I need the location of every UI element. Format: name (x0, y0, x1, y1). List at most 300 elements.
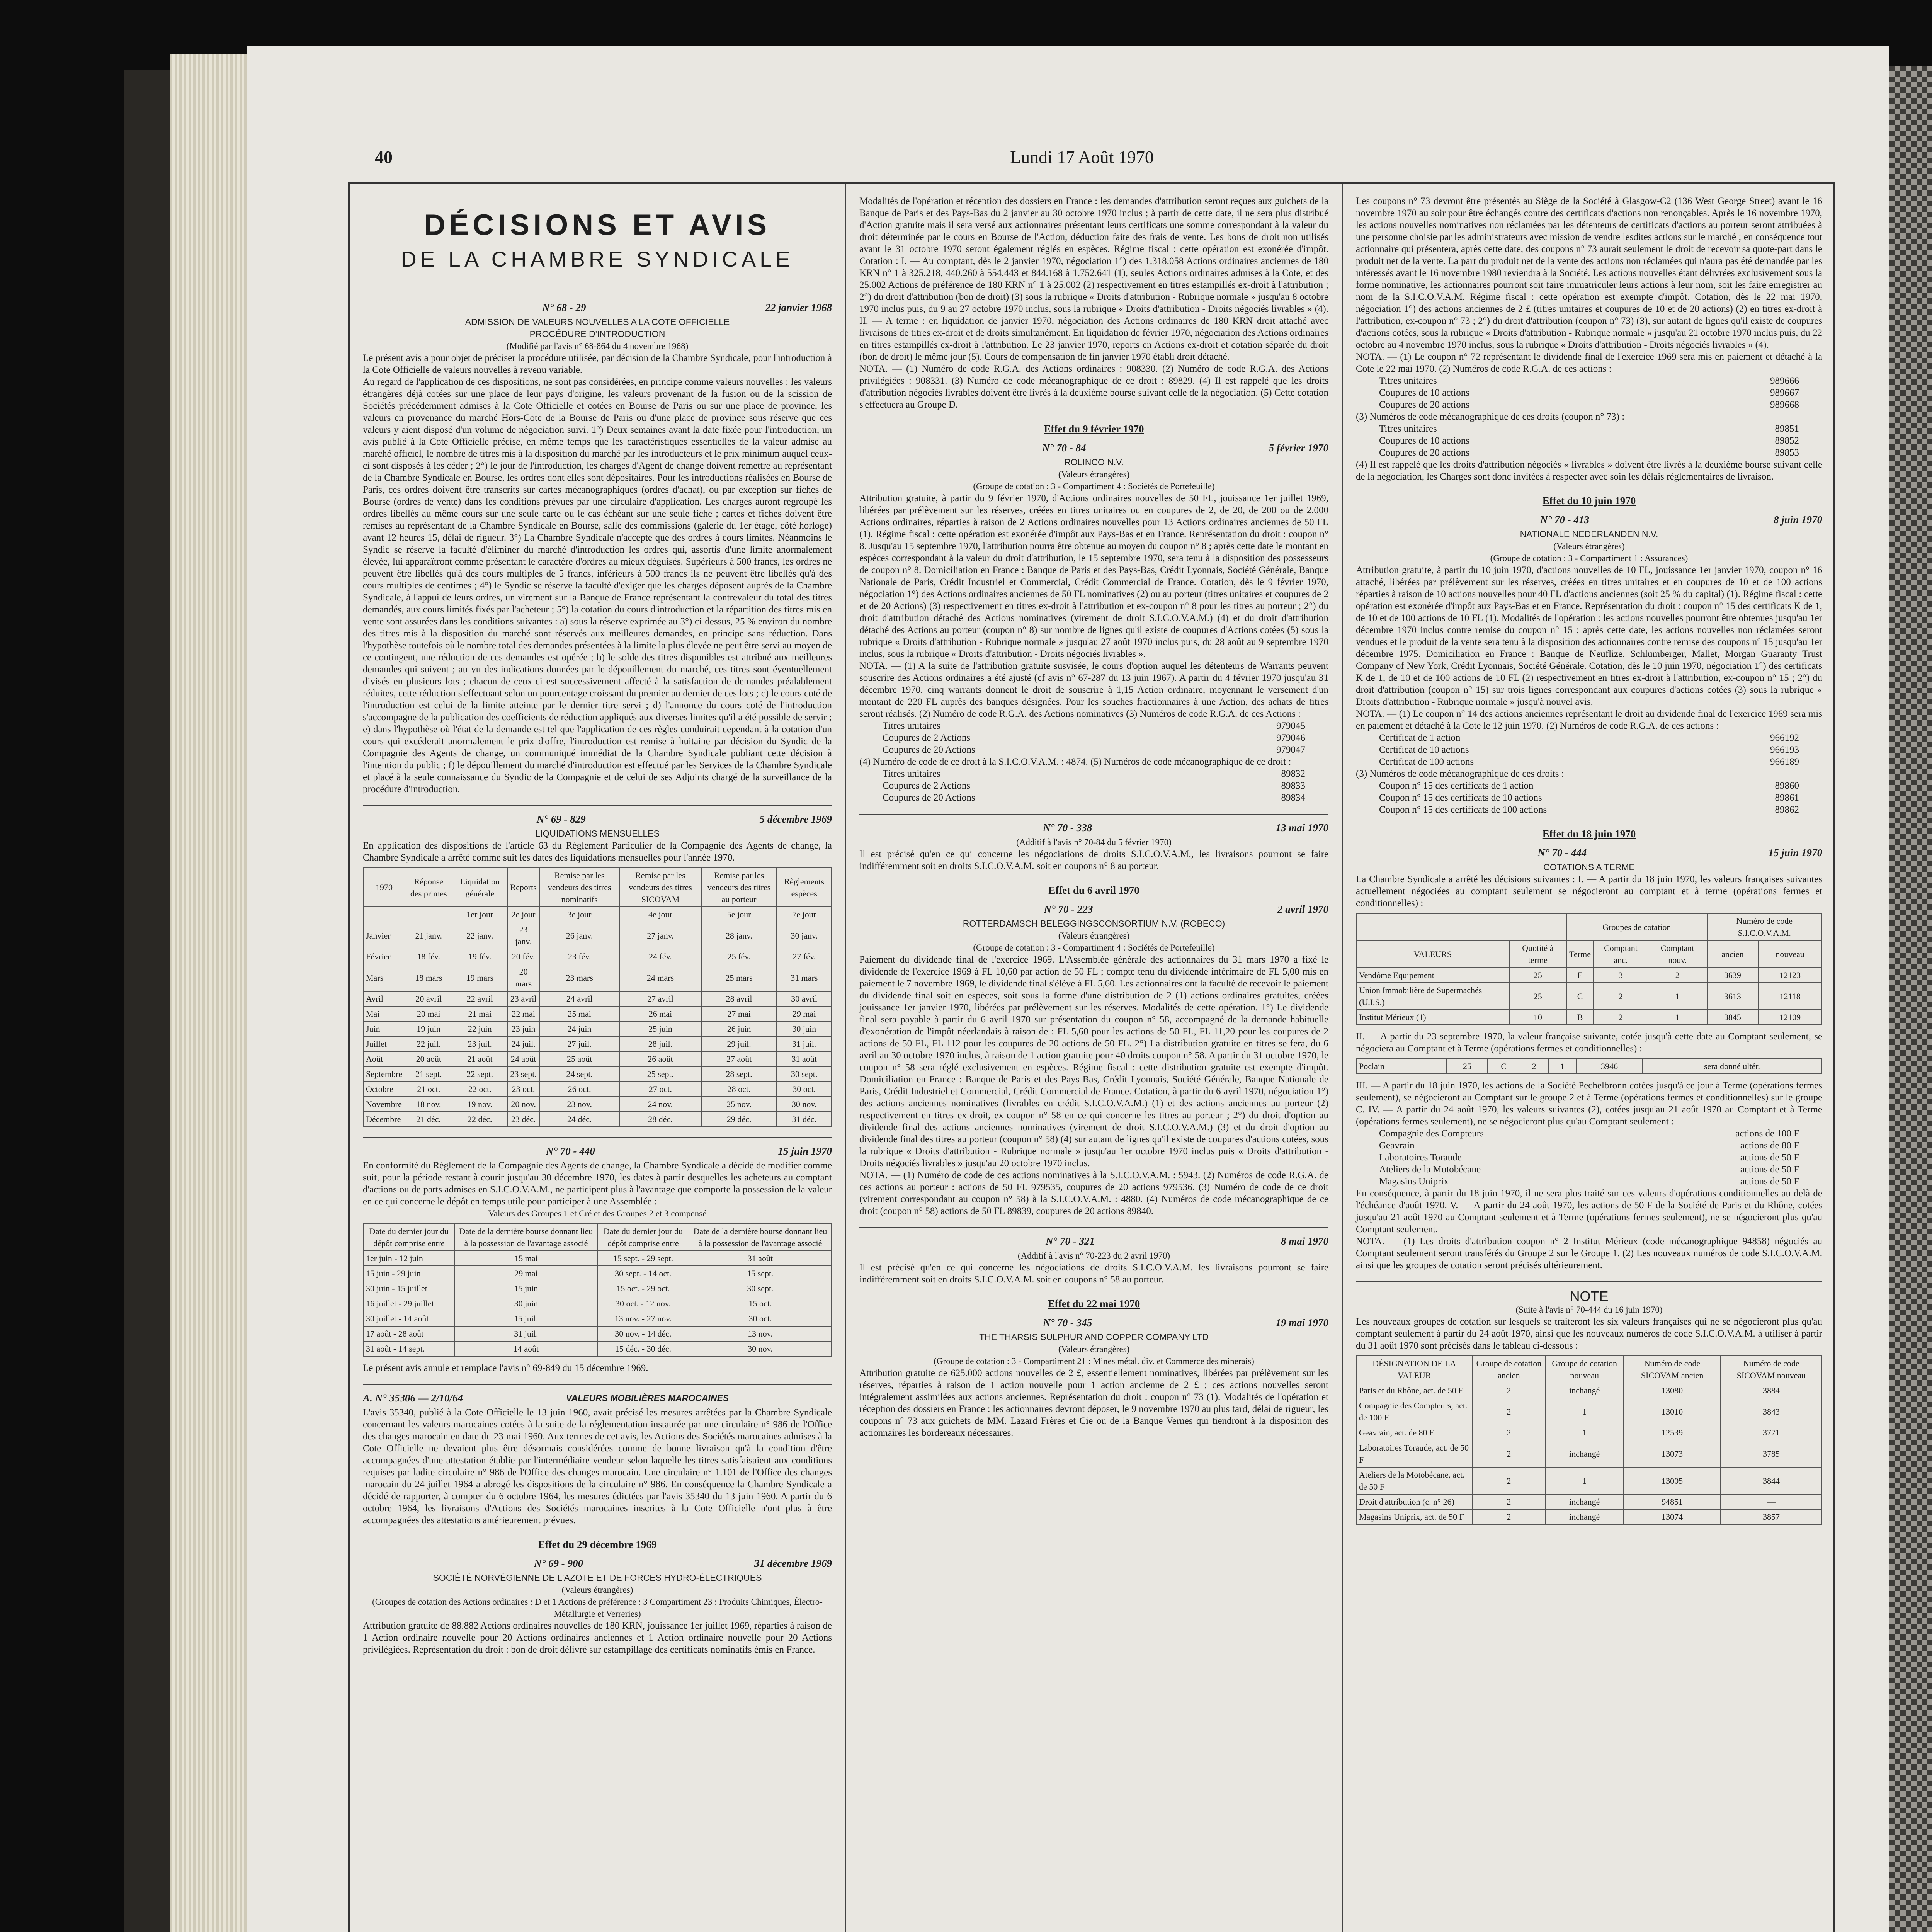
table-cell: B (1566, 1010, 1594, 1025)
column-header: Terme (1566, 940, 1594, 968)
banner-title: DÉCISIONS ET AVIS (424, 209, 771, 242)
note-body: Les nouveaux groupes de cotation sur lesquels se traiteront les six valeurs françaises qui ne se négocieront plus qu'au comptant seulement à partir du 24 août 1970, ainsi que les nouveaux numéros de code S.I.C.O.V.A.M. à utiliser à partir du 31 août 1970 sont précisés dans le tableau ci-dessous : (1356, 1316, 1822, 1351)
table-cell: 30 juin (455, 1296, 597, 1311)
table-cell: 12123 (1758, 968, 1822, 983)
code-value: 989667 (1770, 388, 1799, 398)
table-cell: 30 sept. (777, 1066, 832, 1082)
column-subheader (363, 907, 405, 922)
table-cell: C (1488, 1059, 1520, 1074)
table-cell: 1 (1648, 983, 1707, 1010)
marbled-cover-right (1889, 66, 1932, 1932)
table-cell: 30 juin - 15 juillet (363, 1281, 455, 1296)
page-number: 40 (375, 147, 393, 167)
decision-intro: Le présent avis a pour objet de préciser la procédure utilisée, par décision de la Chambre Syndicale, pour l'introduction à la Cote Officielle de valeurs nouvelles à revenu variable. (363, 353, 832, 375)
table-cell: 25 (1509, 968, 1567, 983)
code-label: Compagnie des Compteurs (1379, 1128, 1484, 1139)
table-row (363, 1112, 832, 1127)
value-category: (Valeurs étrangères) (561, 1585, 633, 1595)
table-cell: 23 déc. (507, 1112, 539, 1127)
table-cell: 3884 (1721, 1383, 1822, 1398)
table-cell: 94851 (1624, 1494, 1721, 1509)
table-cell: 27 avril (619, 991, 701, 1006)
effective-date-heading: Effet du 29 décembre 1969 (538, 1539, 657, 1550)
table-cell: Geavrain, act. de 80 F (1356, 1425, 1473, 1440)
table-row (363, 1036, 832, 1051)
code-entry (1356, 756, 1822, 768)
table-cell: Septembre (363, 1066, 405, 1082)
table-cell: 15 juin (455, 1281, 597, 1296)
table-cell: 27 juil. (539, 1036, 619, 1051)
table-cell: 15 juin - 29 juin (363, 1266, 455, 1281)
code-label: Certificat de 100 actions (1379, 757, 1474, 767)
nota: (3) Numéros de code mécanographique de ces droits : (1356, 769, 1564, 779)
table-cell: 3613 (1707, 983, 1759, 1010)
decision-header (363, 1392, 832, 1404)
quotation-group: (Groupe de cotation : 3 - Compartiment 4 : Sociétés de Portefeuille) (973, 943, 1215, 952)
table-cell: 19 nov. (452, 1097, 507, 1112)
company-name: ROTTERDAMSCH BELEGGINGSCONSORTIUM N.V. (ROBECO) (963, 918, 1225, 929)
column-header: Remise par les vendeurs des titres nominatifs (539, 868, 619, 907)
code-entry (1356, 792, 1822, 804)
table-cell: 25 juin (619, 1021, 701, 1036)
code-label: Coupures de 10 actions (1379, 435, 1469, 446)
table-cell: 1 (1548, 1059, 1577, 1074)
table-cell: 12118 (1758, 983, 1822, 1010)
code-value: actions de 50 F (1740, 1152, 1799, 1163)
table-cell: 26 oct. (539, 1082, 619, 1097)
company-name: NATIONALE NEDERLANDEN N.V. (1520, 529, 1658, 539)
table-cell: 30 oct. (689, 1311, 832, 1326)
decision-body: Attribution gratuite, à partir du 10 juin 1970, d'actions nouvelles de 10 FL, jouissance 1er janvier 1970, coupon n° 16 attaché, libérées par prélèvement sur les réserves, créées en titres unitaires et en coupures de 10 et de 100 actions réparties à raison de 10 actions nouvelles pour 40 FL d'actions anciennes (soit 25 % du capital) (1). Régime fiscal : cette opération est exonérée d'impôt aux Pays-Bas et en France. Représentation du droit : coupon n° 15 des certificats K de 1, de 10 et de 100 actions de 10 FL (1). Modalités de l'opération : les actions nouvelles pourront être obtenues jusqu'au 1er décembre 1970 inclus contre remise du coupon n° 15 ; après cette date, les actions nouvelles non réclamées seront vendues et le produit de la vente sera tenu à la disposition des actionnaires contre remise des coupons n° 15 jusqu'au 1er décembre 1975. Domiciliation en France : Banque de Neuflize, Schlumberger, Mallet, Morgan Guaranty Trust Company of New York, Crédit Lyonnais, Société Générale. Cotation, dès le 10 juin 1970, négociation 1°) des certificats K de 1, de 10 et de 100 actions de 10 FL (2) respectivement en titres ex-droit à l'attribution, ex-coupon n° 15 ; 2°) du droit d'attribution (coupon n° 15) sur trois lignes correspondant aux coupures d'actions cotées (3) sous la rubrique « Droits d'attribution - Rubrique normale » jusqu'à nouvel avis. (1356, 565, 1822, 707)
table-row (1356, 1467, 1822, 1494)
decision-header (859, 1317, 1328, 1329)
table-cell: Mai (363, 1006, 405, 1021)
table-row (363, 1311, 832, 1326)
table-cell: 20 mars (507, 964, 539, 991)
additif-note: (Additif à l'avis n° 70-223 du 2 avril 1970) (1017, 1251, 1170, 1260)
decision-header (1356, 847, 1822, 859)
table-row (1356, 1440, 1822, 1467)
decision-body: II. — A partir du 23 septembre 1970, la valeur française suivante, cotée jusqu'à cette date au Comptant seulement, se négociera au Comptant et à Terme (opérations fermes et conditionnelles) : (1356, 1031, 1822, 1054)
code-value: 989668 (1770, 400, 1799, 410)
issue-date: Lundi 17 Août 1970 (1010, 147, 1154, 167)
code-label: Geavrain (1379, 1140, 1415, 1151)
code-value: 89853 (1775, 447, 1799, 458)
table-row (363, 1082, 832, 1097)
table-cell: 3785 (1721, 1440, 1822, 1467)
effective-date-heading: Effet du 6 avril 1970 (1048, 884, 1139, 896)
code-value: 979046 (1276, 733, 1305, 743)
table-cell: 25 (1447, 1059, 1487, 1074)
decision-header (363, 302, 832, 314)
table-cell: 22 juin (452, 1021, 507, 1036)
table-cell: 2 (1473, 1425, 1546, 1440)
code-entry (1356, 1163, 1822, 1175)
column-header: Date de la dernière bourse donnant lieu à la possession de l'avantage associé (689, 1224, 832, 1251)
table-cell: 21 mai (452, 1006, 507, 1021)
table-cell: 3 (1594, 968, 1648, 983)
code-entry (1356, 423, 1822, 435)
table-cell: 29 mai (777, 1006, 832, 1021)
page-stack-edge (170, 54, 251, 1932)
table-cell: 1 (1545, 1425, 1624, 1440)
code-value: 966189 (1770, 757, 1799, 767)
table-cell: 22 janv. (452, 922, 507, 949)
table-row (363, 1051, 832, 1066)
code-value: actions de 50 F (1740, 1164, 1799, 1175)
code-entry (859, 744, 1328, 756)
code-list (1356, 732, 1822, 768)
table-cell: 18 mars (405, 964, 452, 991)
table-cell: 30 sept. (689, 1281, 832, 1296)
code-label: Coupures de 2 Actions (883, 781, 971, 791)
table-row (1356, 1494, 1822, 1509)
code-entry (1356, 387, 1822, 399)
decision-header (859, 822, 1328, 834)
effective-date-heading: Effet du 18 juin 1970 (1542, 828, 1636, 840)
table-cell: 23 avril (507, 991, 539, 1006)
table-cell: Institut Mérieux (1) (1356, 1010, 1509, 1025)
decision-footer: Le présent avis annule et remplace l'avis n° 69-849 du 15 décembre 1969. (363, 1363, 648, 1373)
table-cell: 13 nov. (689, 1326, 832, 1341)
table-cell: 28 oct. (701, 1082, 777, 1097)
column-header: Comptant nouv. (1648, 940, 1707, 968)
decision-number: N° 70 - 223 (1044, 903, 1093, 915)
decision-body: Attribution gratuite de 625.000 actions nouvelles de 2 £, essentiellement nominatives, libérées par prélèvement sur les réserves, réparties à raison de 1 action nouvelle pour 1 action ancienne de 2 £ ; ces actions nouvelles seront intégralement assimilées aux actions anciennes. Représentation du droit : coupon n° 73 (1). Modalités de l'opération et réception des dossiers en France : les actionnaires devront déposer, le 9 novembre 1970 au plus tard, délai de rigueur, les coupons n° 73 aux guichets de MM. Lazard Frères et Cie ou de la Banque Vernes qui tiendront à la disposition des actionnaires les bordereaux nécessaires. (859, 1368, 1328, 1438)
decision-body: L'avis 35340, publié à la Cote Officielle le 13 juin 1960, avait précisé les mesures arrêtées par la Chambre Syndicale concernant les valeurs marocaines cotées à la suite de la réglementation instaurée par une circulaire n° 986 de l'Office des changes marocain en date du 23 mai 1960. Aux termes de cet avis, les Actions des Sociétés marocaines admises à la Cote Officielle ne devaient plus être désormais considérées comme de bonne livraison qu'à la condition d'être accompagnées d'une attestation établie par l'intermédiaire vendeur selon laquelle les titres satisfaisaient aux conditions requises par ladite circulaire n° 986 de l'Office des changes marocain. Une circulaire n° 1.101 de l'Office des changes marocain du 24 juillet 1964 a abrogé les dispositions de la circulaire n° 986. En conséquence la Chambre Syndicale a décidé de rapporter, à compter du 6 octobre 1964, les mesures édictées par l'avis 35340 du 13 juin 1960. A partir du 6 octobre 1964, les livraisons d'Actions des Sociétés marocaines inscrites à la Cote Officielle n'ont plus à être accompagnées des attestations antérieurement prévues. (363, 1407, 832, 1526)
table-cell: 17 août - 28 août (363, 1326, 455, 1341)
table-row (1356, 1398, 1822, 1425)
table-cell: 1 (1648, 1010, 1707, 1025)
code-value: 89832 (1281, 769, 1305, 779)
columns-frame (348, 182, 1835, 1932)
table-cell: 30 sept. - 14 oct. (597, 1266, 689, 1281)
decision-date: 8 mai 1970 (1281, 1235, 1328, 1247)
table-cell: 31 août - 14 sept. (363, 1341, 455, 1356)
column-header: Groupe de cotation nouveau (1545, 1356, 1624, 1383)
table-cell: Novembre (363, 1097, 405, 1112)
table-cell: 13010 (1624, 1398, 1721, 1425)
table-cell: Octobre (363, 1082, 405, 1097)
decision-title: LIQUIDATIONS MENSUELLES (535, 828, 660, 838)
table-cell: 31 déc. (777, 1112, 832, 1127)
code-entry (1356, 447, 1822, 459)
decision-date: 31 décembre 1969 (754, 1558, 832, 1569)
value-category: (Valeurs étrangères) (1058, 1344, 1130, 1354)
table-cell: Vendôme Equipement (1356, 968, 1509, 983)
code-list (859, 720, 1328, 756)
decision-body: En conformité du Règlement de la Compagnie des Agents de change, la Chambre Syndicale a décidé de modifier comme suit, pour la période restant à courir jusqu'au 30 décembre 1970, les dates à partir desquelles les acheteurs au comptant d'actions ou de parts admises en S.I.C.O.V.A.M., ne participent plus à l'avantage que comporte la possession de la valeur en ce qui concerne le dépôt en temps utile pour participer à une Assemblée : (363, 1160, 832, 1207)
column-header: Règlements espèces (777, 868, 832, 907)
table-cell: Laboratoires Toraude, act. de 50 F (1356, 1440, 1473, 1467)
table-cell: 23 sept. (507, 1066, 539, 1082)
table-cell: 2 (1473, 1467, 1546, 1494)
column-header: Groupe de cotation ancien (1473, 1356, 1546, 1383)
column-group-header: Groupes de cotation (1566, 913, 1707, 940)
decision-body: III. — A partir du 18 juin 1970, les actions de la Société Pechelbronn cotées jusqu'à ce jour à Terme (opérations fermes seulement), se négocieront au Comptant sur le groupe 2 et à Terme (opérations fermes et conditionnelles) sur le groupe C. IV. — A partir du 24 août 1970, les valeurs suivantes (2), cotées jusqu'au 21 août 1970 au Comptant et à Terme (opérations fermes seulement), ne se négocieront plus qu'au Comptant seulement : (1356, 1080, 1822, 1127)
column-subheader: 4e jour (619, 907, 701, 922)
table-cell: 29 mai (455, 1266, 597, 1281)
table-cell: 3845 (1707, 1010, 1759, 1025)
table-cell: 22 déc. (452, 1112, 507, 1127)
table-row (363, 1296, 832, 1311)
decision-header (363, 1558, 832, 1570)
table-row (363, 1281, 832, 1296)
table-cell: 15 mai (455, 1251, 597, 1266)
table-cell: 2 (1594, 983, 1648, 1010)
column-header: Date du dernier jour du dépôt comprise entre (363, 1224, 455, 1251)
code-entry (1356, 435, 1822, 447)
table-cell: sera donné ultér. (1642, 1059, 1822, 1074)
table-cell: 2 (1473, 1509, 1546, 1524)
column-header: 1970 (363, 868, 405, 907)
table-cell: Poclain (1356, 1059, 1447, 1074)
code-value: 89852 (1775, 435, 1799, 446)
liquidation-table (363, 867, 832, 1127)
decision-header (859, 442, 1328, 454)
table-cell: 26 juin (701, 1021, 777, 1036)
table-cell: 3771 (1721, 1425, 1822, 1440)
table-cell: Mars (363, 964, 405, 991)
table-cell: 2 (1520, 1059, 1548, 1074)
table-cell: 1 (1545, 1398, 1624, 1425)
table-cell: 15 juil. (455, 1311, 597, 1326)
term-quotation-table (1356, 913, 1822, 1025)
table-cell: 24 sept. (539, 1066, 619, 1082)
table-cell: 30 nov. - 14 déc. (597, 1326, 689, 1341)
table-cell: 24 mars (619, 964, 701, 991)
table-cell: 27 oct. (619, 1082, 701, 1097)
code-value: actions de 100 F (1735, 1128, 1799, 1139)
nota: NOTA. — (1) Numéro de code de ces actions nominatives à la S.I.C.O.V.A.M. : 5943. (2) Numéros de code R.G.A. de ces actions au porteur : actions de 50 FL 979535, coupures de 20 actions 979536. (3) Numéro de code de ce droit (virement correspondant au coupon n° 58) à la S.I.C.O.V.A.M. : 4880. (4) Numéros de code mécanographique de ce droit (coupon n° 58) actions de 50 FL 89839, coupures de 20 actions 89840. (859, 1170, 1328, 1216)
code-entry (1356, 375, 1822, 387)
table-cell: Décembre (363, 1112, 405, 1127)
code-label: Certificat de 10 actions (1379, 745, 1469, 755)
book-cover-left (124, 70, 178, 1932)
divider (363, 1384, 832, 1385)
table-cell: Janvier (363, 922, 405, 949)
table-cell: Août (363, 1051, 405, 1066)
code-label: Laboratoires Toraude (1379, 1152, 1462, 1163)
effective-date-heading: Effet du 9 février 1970 (1044, 423, 1144, 435)
code-entry (1356, 732, 1822, 744)
table-row (363, 964, 832, 991)
decision-body: La Chambre Syndicale a arrêté les décisions suivantes : I. — A partir du 18 juin 1970, les valeurs françaises suivantes actuellement négociées au comptant seulement se négocieront au comptant et à terme (opérations fermes et conditionnelles) : (1356, 874, 1822, 908)
table-cell: 25 sept. (619, 1066, 701, 1082)
table-cell: 25 fév. (701, 949, 777, 964)
column-header: Quotité à terme (1509, 940, 1567, 968)
table-cell: 20 mai (405, 1006, 452, 1021)
decision-header (363, 1145, 832, 1157)
column-subheader: 7e jour (777, 907, 832, 922)
table-cell: Compagnie des Compteurs, act. de 100 F (1356, 1398, 1473, 1425)
table-row (363, 1251, 832, 1266)
table-cell: inchangé (1545, 1509, 1624, 1524)
decision-number: N° 70 - 84 (1042, 442, 1086, 454)
decision-body: Il est précisé qu'en ce qui concerne les négociations de droits S.I.C.O.V.A.M. les livraisons pourront se faire indifféremment soit en droits S.I.C.O.V.A.M. soit en coupons n° 58 au porteur. (859, 1262, 1328, 1285)
table-cell: 25 nov. (701, 1097, 777, 1112)
decision-date: 22 janvier 1968 (765, 302, 832, 313)
table-cell: 25 (1509, 983, 1567, 1010)
table-cell: 22 avril (452, 991, 507, 1006)
decision-number: N° 69 - 900 (534, 1558, 583, 1569)
code-value: 89862 (1775, 804, 1799, 815)
value-category: (Valeurs étrangères) (1058, 931, 1130, 940)
table-row (363, 1341, 832, 1356)
table-cell: 26 mai (619, 1006, 701, 1021)
table-cell: 16 juillet - 29 juillet (363, 1296, 455, 1311)
code-entry (1356, 1128, 1822, 1139)
code-label: Titres unitaires (883, 721, 940, 731)
column-group-header: Numéro de code S.I.C.O.V.A.M. (1707, 913, 1822, 940)
table-cell: Juillet (363, 1036, 405, 1051)
table-row (363, 949, 832, 964)
table-cell: 12539 (1624, 1425, 1721, 1440)
column-header: Comptant anc. (1594, 940, 1648, 968)
decision-title: COTATIONS A TERME (1543, 862, 1635, 872)
table-cell: 1 (1545, 1467, 1624, 1494)
column-header: ancien (1707, 940, 1759, 968)
code-value: 89834 (1281, 793, 1305, 803)
journal-page (247, 46, 1889, 1932)
decision-date: 5 décembre 1969 (759, 813, 832, 825)
table-row (1356, 1509, 1822, 1524)
table-cell: 13080 (1624, 1383, 1721, 1398)
table-cell: Février (363, 949, 405, 964)
decision-body: Attribution gratuite de 88.882 Actions ordinaires nouvelles de 180 KRN, jouissance 1er juillet 1969, réparties à raison de 1 Action ordinaire nouvelle pour 20 Actions ordinaires anciennes et 1 Action ordinaire nouvelle pour 20 Actions privilégiées. Représentation du droit : bon de droit délivré sur estampillage des certificats nominatifs émis en France. (363, 1621, 832, 1655)
code-entry (1356, 1151, 1822, 1163)
code-value: 979045 (1276, 721, 1305, 731)
decision-body: Paiement du dividende final de l'exercice 1969. L'Assemblée générale des actionnaires du 31 mars 1970 a fixé le dividende de l'exercice 1969 à FL 10,60 par action de 50 FL ; compte tenu du dividende intérimaire de FL 5,00 mis en paiement le 7 novembre 1969, le dividende final s'élève à FL 5,60. Les actionnaires ont la faculté de recevoir le paiement du dividende final soit en espèces, soit sous la forme d'une distribution de 2 (1) actions ordinaires gratuites, créées jouissance 1er janvier 1970, libérées par prélèvement sur les réserves. Modalités de cette opération. 1°) Le dividende final sera payable à partir du 6 avril 1970 sur présentation du coupon n° 58, accompagné de la demande habituelle d'exonération de l'impôt néerlandais à raison de : FL 5,60 pour les actions de 50 FL, FL 11,20 pour les coupures de 2 actions de 50 FL, FL 112 pour les coupures de 20 actions de 50 FL. 2°) La distribution gratuite en titres se fera, du 6 avril au 30 octobre 1970 inclus, à raison de 1 action gratuite pour 40 droits coupon n° 58. A partir du 31 octobre 1970, le coupon n° 58 sera réglé exclusivement en espèces. Régime fiscal : cette distribution gratuite est exempte d'impôt. Domiciliation en France : Banque de Paris et des Pays-Bas, Crédit Lyonnais, Société Générale, Banque Nationale de Paris, Crédit Industriel et Commercial, Crédit Commercial de France. Cotation, à partir du 6 avril 1970, négociation 1°) des actions anciennes nominatives (livrables en crédit S.I.C.O.V.A.M.) (1) et des actions anciennes au porteur (2) respectivement en titres ex-droit, ex-coupon n° 58 en ce qui concerne les titres au porteur ; 2°) du droit d'option au dividende final des actions anciennes nominatives (virement de droit S.I.C.O.V.A.M.) (3) et du droit d'option au dividende final des titres au porteur (coupon n° 58) (4) sur autant de lignes qu'il existe de coupures d'actions cotées, sous la rubrique « Droits d'attribution - Rubrique normale » jusqu'au 1er octobre 1970 inclus puis « Droits d'attribution - Droits négociés livrables » jusqu'au 20 octobre 1970 inclus. (859, 954, 1328, 1168)
decision-subtitle: PROCÉDURE D'INTRODUCTION (529, 329, 665, 339)
table-row (363, 1006, 832, 1021)
code-entry (859, 720, 1328, 732)
decision-header (363, 813, 832, 825)
decision-date: 5 février 1970 (1269, 442, 1328, 454)
table-cell: 1er juin - 12 juin (363, 1251, 455, 1266)
table-cell: 24 juin (539, 1021, 619, 1036)
table-row (363, 1266, 832, 1281)
table-row (363, 922, 832, 949)
table-cell: 21 janv. (405, 922, 452, 949)
table-cell: 25 mars (701, 964, 777, 991)
code-value: 979047 (1276, 745, 1305, 755)
table-cell: C (1566, 983, 1594, 1010)
code-entry (1356, 744, 1822, 756)
table-row (363, 1097, 832, 1112)
code-label: Coupures de 10 actions (1379, 388, 1469, 398)
table-cell: 23 nov. (539, 1097, 619, 1112)
table-row (1356, 1010, 1822, 1025)
table-cell: E (1566, 968, 1594, 983)
table-cell: 30 oct. (777, 1082, 832, 1097)
divider (859, 814, 1328, 815)
table-row (1356, 983, 1822, 1010)
table-caption: Valeurs des Groupes 1 et Cré et des Groupes 2 et 3 compensé (488, 1209, 707, 1218)
decision-date: 13 mai 1970 (1276, 822, 1328, 833)
nota: NOTA. — (1) Les droits d'attribution coupon n° 2 Institut Mérieux (code mécanographique 94858) négociés au Comptant seulement seront transférés du Groupe 2 sur le Groupe 1. (2) Les nouveaux numéros de code S.I.C.O.V.A.M. ainsi que les groupes de cotation seront précisés ultérieurement. (1356, 1236, 1822, 1270)
column-header: VALEURS (1356, 940, 1509, 968)
column-2 (846, 184, 1343, 1932)
column-subheader: 3e jour (539, 907, 619, 922)
table-cell: 12109 (1758, 1010, 1822, 1025)
table-cell: — (1721, 1494, 1822, 1509)
deposit-dates-table (363, 1223, 832, 1357)
table-cell: inchangé (1545, 1440, 1624, 1467)
table-cell: 28 janv. (701, 922, 777, 949)
table-cell: 19 fév. (452, 949, 507, 964)
table-cell: 19 juin (405, 1021, 452, 1036)
decision-header (859, 1235, 1328, 1247)
decision-date: 15 juin 1970 (778, 1145, 832, 1157)
table-cell: Avril (363, 991, 405, 1006)
table-cell: 13073 (1624, 1440, 1721, 1467)
nota: NOTA. — (1) Le coupon n° 14 des actions anciennes représentant le droit au dividende final de l'exercice 1969 sera mis en paiement et détaché à la Cote le 12 juin 1970. (2) Numéros de code R.G.A. de ces actions : (1356, 709, 1822, 731)
code-entry (859, 792, 1328, 804)
decision-date: 2 avril 1970 (1277, 903, 1328, 915)
table-cell: 22 oct. (452, 1082, 507, 1097)
code-list (1356, 780, 1822, 816)
table-cell: 21 sept. (405, 1066, 452, 1082)
column-header: Remise par les vendeurs des titres au porteur (701, 868, 777, 907)
running-header (375, 147, 1789, 178)
table-cell: 23 oct. (507, 1082, 539, 1097)
table-cell: 31 mars (777, 964, 832, 991)
table-cell: 13005 (1624, 1467, 1721, 1494)
code-entry (1356, 780, 1822, 792)
column-header: Date de la dernière bourse donnant lieu à la possession de l'avantage associé (455, 1224, 597, 1251)
divider (363, 1137, 832, 1138)
table-cell: 2 (1648, 968, 1707, 983)
table-cell: 24 déc. (539, 1112, 619, 1127)
company-name: ROLINCO N.V. (1064, 457, 1124, 467)
table-cell: 23 juin (507, 1021, 539, 1036)
note-subtitle: (Suite à l'avis n° 70-444 du 16 juin 1970) (1515, 1305, 1663, 1315)
decision-header (1356, 514, 1822, 526)
code-label: Titres unitaires (1379, 376, 1437, 386)
column-subheader (405, 907, 452, 922)
code-list (1356, 423, 1822, 459)
code-value: actions de 50 F (1740, 1176, 1799, 1187)
quotation-group: (Groupes de cotation des Actions ordinaires : D et 1 Actions de préférence : 3 Compartiment 23 : Produits Chimiques, Électro-Métallurgie et Verreries) (372, 1597, 823, 1619)
code-list (859, 768, 1328, 804)
table-row (1356, 1059, 1822, 1074)
table-cell: 30 oct. - 12 nov. (597, 1296, 689, 1311)
table-cell: 23 juil. (452, 1036, 507, 1051)
additif-note: (Additif à l'avis n° 70-84 du 5 février 1970) (1016, 837, 1172, 847)
code-label: Coupures de 20 actions (1379, 447, 1469, 458)
nota: NOTA. — (1) Numéro de code R.G.A. des Actions ordinaires : 908330. (2) Numéro de code R.G.A. des Actions privilégiées : 908331. (3) Numéro de code mécanographique de ce droit : 89829. (4) Il est rappelé que les droits d'attribution négociés livrables doivent être livrés à la deuxième bourse suivant celle de la négociation. (5) Cette cotation s'effectuera au Groupe D. (859, 364, 1328, 410)
effective-date-heading: Effet du 10 juin 1970 (1542, 495, 1636, 507)
continued-text: Les coupons n° 73 devront être présentés au Siège de la Société à Glasgow-C2 (136 West George Street) avant le 16 novembre 1970 au soir pour être échangés contre des certificats d'actions non renonçables. Après le 16 novembre 1970, les actions nouvelles nominatives non réclamées par les détenteurs de certificats d'actions au porteur seront attribuées à une personne choisie par les administrateurs avec mission de vendre lesdites actions sur le marché ; en conséquence tout actionnaire qui présentera, après cette date, des coupons n° 73 aurait seulement le droit de recevoir sa quote-part dans le produit net de la vente. La part du produit net de la vente des actions non réclamées qui n'aura pas été demandée par les intéressés avant le 16 novembre 1980 reviendra à la Société. Les actions nouvelles étant délivrées exclusivement sous la forme nominative, les actionnaires pourront soit faire immatriculer leurs actions à leur nom, soit les faire enregistrer au nom de la S.I.C.O.V.A.M. Régime fiscal : cette opération est exempte d'impôt. Cotation, dès le 22 mai 1970, négociation 1°) des actions anciennes de 2 £ (titres unitaires et coupures de 10 et de 20 actions) (2) en titres ex-droit à l'attribution, ex-coupon n° 73 ; 2°) du droit d'attribution (coupon n° 73) (3), sur autant de lignes qu'il existe de coupures d'actions cotées, sous la rubrique « Droits d'attribution - Rubrique normale » jusqu'au 21 octobre 1970 inclus puis, du 22 octobre au 4 novembre 1970 inclus, sous la rubrique « Droits d'attribution - Droits négociés livrables » (4). (1356, 196, 1822, 350)
table-cell: 23 mars (539, 964, 619, 991)
code-label: Titres unitaires (1379, 423, 1437, 434)
table-cell: 24 août (507, 1051, 539, 1066)
table-cell: 24 juil. (507, 1036, 539, 1051)
table-cell: Union Immobilière de Supermachés (U.I.S.) (1356, 983, 1509, 1010)
divider (363, 805, 832, 806)
divider (1356, 1281, 1822, 1282)
column-header: nouveau (1758, 940, 1822, 968)
column-subheader: 2e jour (507, 907, 539, 922)
table-cell: 3946 (1577, 1059, 1642, 1074)
table-row (363, 1326, 832, 1341)
code-label: Coupon n° 15 des certificats de 100 actions (1379, 804, 1547, 815)
quotation-group: (Groupe de cotation : 3 - Compartiment 4 : Sociétés de Portefeuille) (973, 481, 1215, 491)
table-cell: 15 oct. (689, 1296, 832, 1311)
continued-text: Modalités de l'opération et réception des dossiers en France : les demandes d'attribution seront reçues aux guichets de la Banque de Paris et des Pays-Bas du 2 janvier au 30 octobre 1970 inclus ; à partir de cette date, il ne sera plus distribué d'Action gratuite mais il sera versé aux actionnaires présentant leurs certificats une somme correspondant à la valeur du droit déterminée par le cours en Bourse de l'Action, déduction faite des frais de vente. Les bons de droit non utilisés avant le 31 octobre 1970 seront également réglés en espèces. Régime fiscal : cette opération est exonérée d'impôt. Cotation : I. — Au comptant, dès le 2 janvier 1970, négociation 1°) des 1.318.058 Actions ordinaires anciennes de 180 KRN n° 1 à 325.218, 440.260 à 554.443 et 844.168 à 1.752.641 (1), seules Actions ordinaires admises à la Cote, et des 25.002 Actions de préférence de 180 KRN n° 1 à 25.002 (2) respectivement en titres estampillés ex-droit à l'attribution ; 2°) du droit d'attribution (bon de droit) (3) sous la rubrique « Droits d'attribution - Rubrique normale » jusqu'au 8 octobre 1970 inclus puis, du 9 au 27 octobre 1970 inclus, sous la rubrique « Droits d'attribution - Droits négociés livrables » (4). II. — A terme : en liquidation de janvier 1970, négociation des Actions ordinaires de 180 KRN droit attaché avec livraisons de titres ex-droit et de droits simultanément. En liquidation de février 1970, négociation des Actions ordinaires en titres estampillés ex-droit à l'attribution. Le 23 janvier 1970, reports en Actions ex-droit et cotation séparée du droit (bon de droit) le même jour (5). Cours de compensation de fin janvier 1970 établi droit détaché. (859, 196, 1328, 362)
poclain-table (1356, 1058, 1822, 1074)
